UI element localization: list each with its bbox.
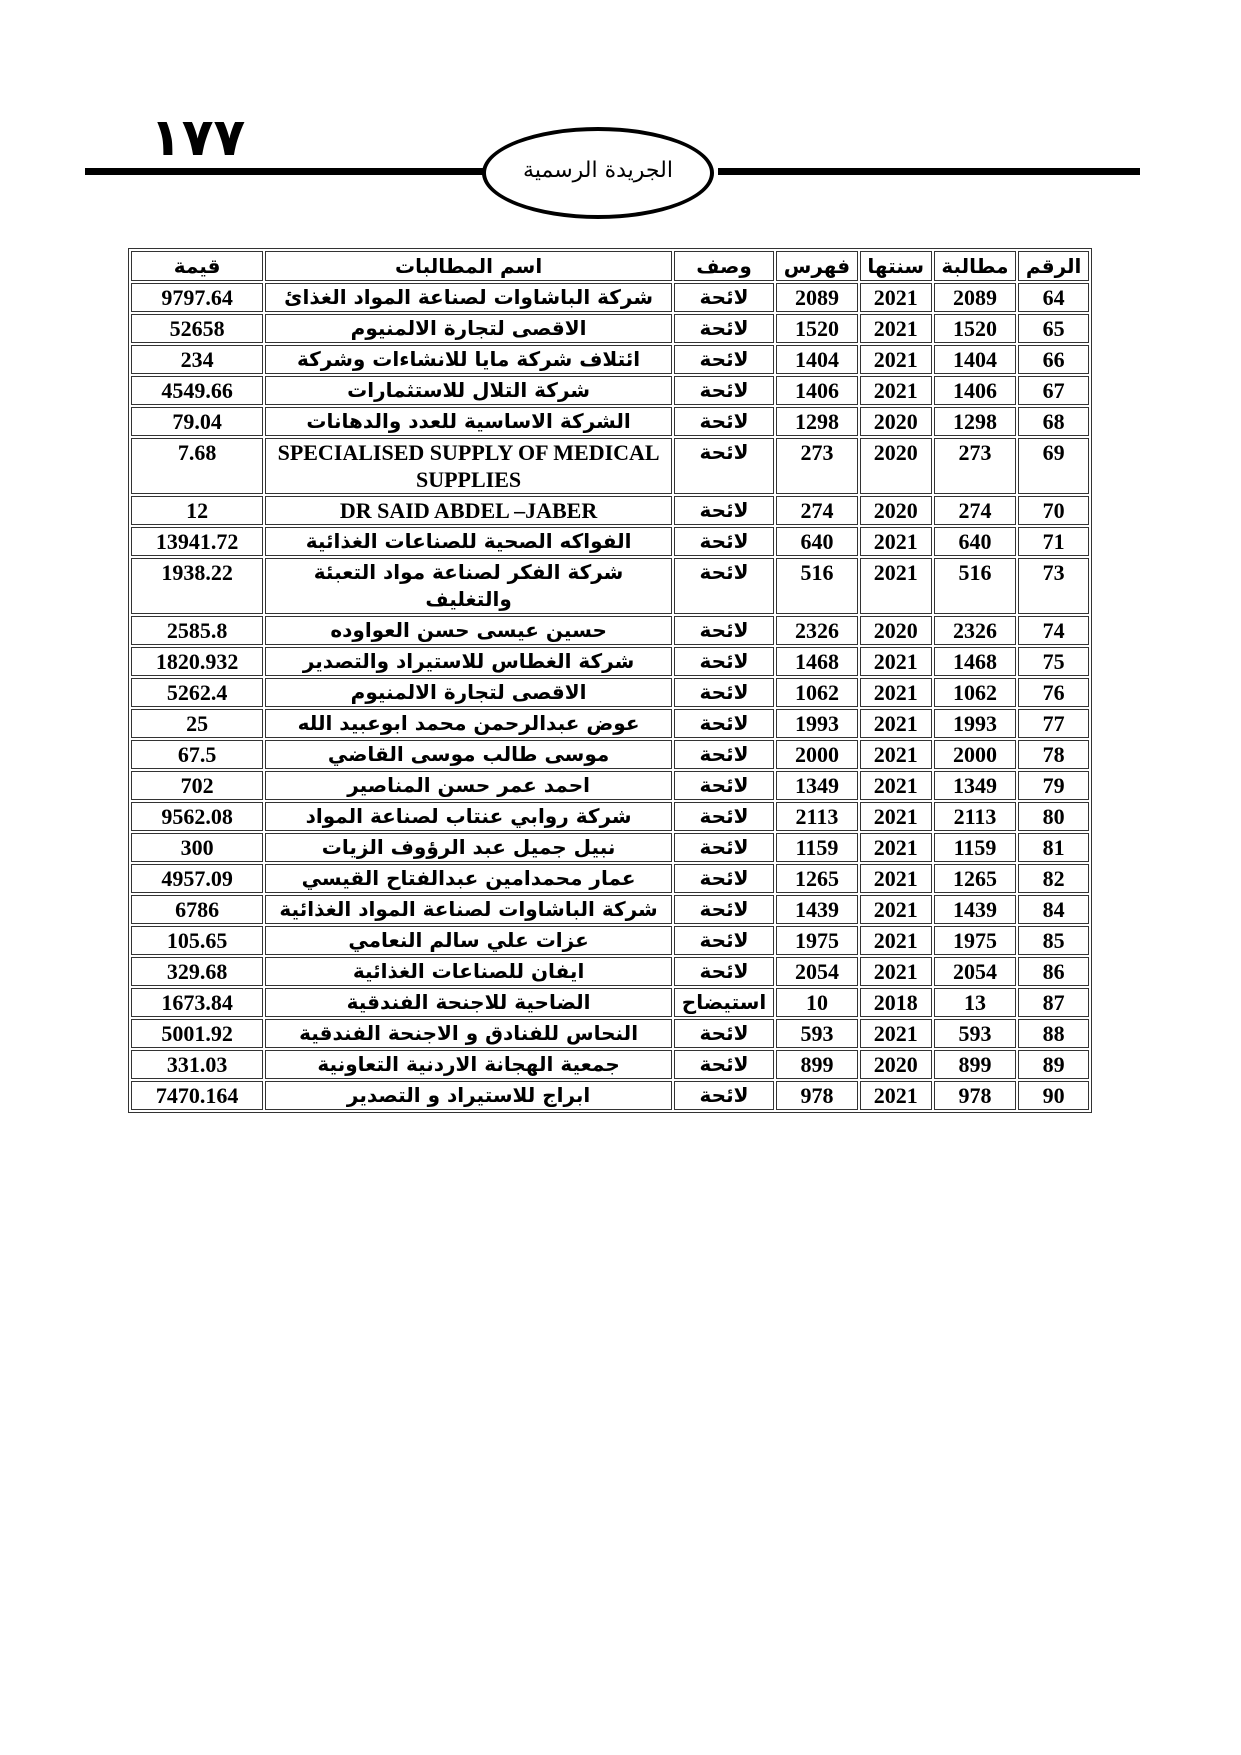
cell-index: 1404	[776, 345, 858, 374]
page-number: ١٧٧	[150, 108, 246, 168]
cell-index: 1468	[776, 647, 858, 676]
cell-description: لائحة	[674, 771, 774, 800]
cell-year: 2021	[860, 678, 932, 707]
cell-claim: 516	[934, 558, 1017, 614]
cell-claim: 1062	[934, 678, 1017, 707]
cell-description: لائحة	[674, 926, 774, 955]
table-row	[131, 558, 1089, 614]
cell-year: 2021	[860, 314, 932, 343]
table-row	[131, 647, 1089, 676]
cell-value: 13941.72	[131, 527, 263, 556]
cell-claimant: الاقصى لتجارة الالمنيوم	[265, 678, 672, 707]
cell-number: 81	[1018, 833, 1089, 862]
cell-claimant: شركة الباشاوات لصناعة المواد الغذائية	[265, 895, 672, 924]
cell-claim: 593	[934, 1019, 1017, 1048]
cell-value: 12	[131, 496, 263, 525]
cell-claim: 2089	[934, 283, 1017, 312]
cell-number: 82	[1018, 864, 1089, 893]
cell-value: 105.65	[131, 926, 263, 955]
header-claimant: اسم المطالبات	[265, 251, 672, 281]
cell-description: لائحة	[674, 283, 774, 312]
cell-number: 80	[1018, 802, 1089, 831]
cell-claim: 1993	[934, 709, 1017, 738]
table-row	[131, 678, 1089, 707]
cell-year: 2021	[860, 895, 932, 924]
cell-number: 71	[1018, 527, 1089, 556]
cell-claim: 1468	[934, 647, 1017, 676]
header-rule-right	[718, 168, 1140, 175]
cell-value: 6786	[131, 895, 263, 924]
cell-claim: 1159	[934, 833, 1017, 862]
cell-claim: 2326	[934, 616, 1017, 645]
cell-number: 78	[1018, 740, 1089, 769]
cell-index: 274	[776, 496, 858, 525]
cell-claimant: شركة الغطاس للاستيراد والتصدير	[265, 647, 672, 676]
table-row	[131, 802, 1089, 831]
cell-value: 52658	[131, 314, 263, 343]
cell-description: لائحة	[674, 678, 774, 707]
table-row	[131, 527, 1089, 556]
cell-year: 2021	[860, 709, 932, 738]
cell-description: لائحة	[674, 647, 774, 676]
cell-year: 2021	[860, 647, 932, 676]
cell-claim: 1404	[934, 345, 1017, 374]
cell-claim: 1520	[934, 314, 1017, 343]
cell-year: 2021	[860, 1019, 932, 1048]
table-row	[131, 496, 1089, 525]
table-row	[131, 740, 1089, 769]
cell-description: لائحة	[674, 1050, 774, 1079]
cell-claim: 2000	[934, 740, 1017, 769]
cell-claimant: ابراج للاستيراد و التصدير	[265, 1081, 672, 1110]
header-description: وصف	[674, 251, 774, 281]
cell-value: 7470.164	[131, 1081, 263, 1110]
header-rule-left	[85, 168, 485, 175]
table-row	[131, 1050, 1089, 1079]
cell-year: 2021	[860, 283, 932, 312]
table-row	[131, 438, 1089, 494]
cell-number: 88	[1018, 1019, 1089, 1048]
table-row	[131, 314, 1089, 343]
cell-claim: 978	[934, 1081, 1017, 1110]
cell-description: استيضاح	[674, 988, 774, 1017]
cell-claim: 13	[934, 988, 1017, 1017]
cell-claimant: الضاحية للاجنحة الفندقية	[265, 988, 672, 1017]
cell-value: 331.03	[131, 1050, 263, 1079]
cell-value: 1820.932	[131, 647, 263, 676]
cell-claim: 1298	[934, 407, 1017, 436]
table-row	[131, 407, 1089, 436]
cell-value: 67.5	[131, 740, 263, 769]
cell-description: لائحة	[674, 957, 774, 986]
cell-number: 79	[1018, 771, 1089, 800]
cell-claim: 1265	[934, 864, 1017, 893]
cell-year: 2020	[860, 496, 932, 525]
cell-index: 1349	[776, 771, 858, 800]
cell-claimant: عزات علي سالم النعامي	[265, 926, 672, 955]
cell-claim: 274	[934, 496, 1017, 525]
cell-index: 1520	[776, 314, 858, 343]
cell-description: لائحة	[674, 558, 774, 614]
cell-value: 4957.09	[131, 864, 263, 893]
cell-claimant: ائتلاف شركة مايا للانشاءات وشركة	[265, 345, 672, 374]
cell-claimant: الشركة الاساسية للعدد والدهانات	[265, 407, 672, 436]
header-value: قيمة	[131, 251, 263, 281]
cell-claimant: SPECIALISED SUPPLY OF MEDICAL SUPPLIES	[265, 438, 672, 494]
cell-claimant: حسين عيسى حسن العواوده	[265, 616, 672, 645]
cell-index: 2089	[776, 283, 858, 312]
table-row	[131, 709, 1089, 738]
table-header-row	[131, 251, 1089, 281]
cell-description: لائحة	[674, 1081, 774, 1110]
cell-index: 10	[776, 988, 858, 1017]
cell-index: 1406	[776, 376, 858, 405]
table-row	[131, 376, 1089, 405]
cell-claimant: احمد عمر حسن المناصير	[265, 771, 672, 800]
cell-number: 70	[1018, 496, 1089, 525]
table-row	[131, 926, 1089, 955]
cell-claim: 1439	[934, 895, 1017, 924]
cell-value: 329.68	[131, 957, 263, 986]
cell-number: 77	[1018, 709, 1089, 738]
cell-index: 640	[776, 527, 858, 556]
cell-index: 593	[776, 1019, 858, 1048]
cell-year: 2021	[860, 527, 932, 556]
cell-description: لائحة	[674, 709, 774, 738]
cell-year: 2020	[860, 1050, 932, 1079]
cell-value: 5262.4	[131, 678, 263, 707]
cell-claimant: عوض عبدالرحمن محمد ابوعبيد الله	[265, 709, 672, 738]
cell-number: 85	[1018, 926, 1089, 955]
cell-year: 2021	[860, 771, 932, 800]
cell-claimant: الاقصى لتجارة الالمنيوم	[265, 314, 672, 343]
cell-number: 69	[1018, 438, 1089, 494]
header-index: فهرس	[776, 251, 858, 281]
header-number: الرقم	[1018, 251, 1089, 281]
cell-index: 1298	[776, 407, 858, 436]
cell-index: 2326	[776, 616, 858, 645]
cell-number: 65	[1018, 314, 1089, 343]
cell-claimant: نبيل جميل عبد الرؤوف الزيات	[265, 833, 672, 862]
cell-value: 79.04	[131, 407, 263, 436]
cell-description: لائحة	[674, 345, 774, 374]
cell-value: 1673.84	[131, 988, 263, 1017]
cell-number: 74	[1018, 616, 1089, 645]
cell-year: 2021	[860, 957, 932, 986]
cell-description: لائحة	[674, 496, 774, 525]
cell-description: لائحة	[674, 376, 774, 405]
cell-year: 2018	[860, 988, 932, 1017]
table-row	[131, 1019, 1089, 1048]
cell-claim: 2113	[934, 802, 1017, 831]
cell-year: 2021	[860, 740, 932, 769]
cell-year: 2021	[860, 376, 932, 405]
cell-claimant: ايفان للصناعات الغذائية	[265, 957, 672, 986]
cell-claimant: عمار محمدامين عبدالفتاح القيسي	[265, 864, 672, 893]
cell-number: 67	[1018, 376, 1089, 405]
cell-index: 2113	[776, 802, 858, 831]
cell-value: 9797.64	[131, 283, 263, 312]
cell-year: 2021	[860, 926, 932, 955]
cell-index: 1439	[776, 895, 858, 924]
cell-index: 1993	[776, 709, 858, 738]
cell-number: 75	[1018, 647, 1089, 676]
cell-year: 2021	[860, 1081, 932, 1110]
cell-index: 516	[776, 558, 858, 614]
cell-value: 25	[131, 709, 263, 738]
cell-claimant: جمعية الهجانة الاردنية التعاونية	[265, 1050, 672, 1079]
cell-index: 899	[776, 1050, 858, 1079]
table-row	[131, 833, 1089, 862]
cell-claim: 640	[934, 527, 1017, 556]
cell-description: لائحة	[674, 802, 774, 831]
cell-number: 86	[1018, 957, 1089, 986]
cell-claimant: شركة الباشاوات لصناعة المواد الغذائ	[265, 283, 672, 312]
cell-number: 68	[1018, 407, 1089, 436]
cell-claimant: شركة روابي عنتاب لصناعة المواد	[265, 802, 672, 831]
cell-number: 90	[1018, 1081, 1089, 1110]
cell-number: 66	[1018, 345, 1089, 374]
cell-index: 273	[776, 438, 858, 494]
cell-claimant: الفواكه الصحية للصناعات الغذائية	[265, 527, 672, 556]
cell-description: لائحة	[674, 527, 774, 556]
cell-description: لائحة	[674, 438, 774, 494]
cell-index: 1975	[776, 926, 858, 955]
cell-year: 2021	[860, 558, 932, 614]
table-row	[131, 895, 1089, 924]
table-row	[131, 988, 1089, 1017]
cell-claim: 2054	[934, 957, 1017, 986]
cell-index: 2000	[776, 740, 858, 769]
table-row	[131, 1081, 1089, 1110]
table-row	[131, 771, 1089, 800]
cell-year: 2020	[860, 438, 932, 494]
cell-year: 2021	[860, 833, 932, 862]
cell-number: 87	[1018, 988, 1089, 1017]
cell-number: 64	[1018, 283, 1089, 312]
cell-description: لائحة	[674, 1019, 774, 1048]
claims-table	[128, 248, 1092, 1113]
cell-value: 7.68	[131, 438, 263, 494]
cell-value: 2585.8	[131, 616, 263, 645]
cell-description: لائحة	[674, 864, 774, 893]
cell-claimant: النحاس للفنادق و الاجنحة الفندقية	[265, 1019, 672, 1048]
header-claim: مطالبة	[934, 251, 1017, 281]
cell-value: 1938.22	[131, 558, 263, 614]
header-year: سنتها	[860, 251, 932, 281]
cell-description: لائحة	[674, 895, 774, 924]
cell-claim: 1406	[934, 376, 1017, 405]
cell-year: 2021	[860, 864, 932, 893]
cell-index: 2054	[776, 957, 858, 986]
table-row	[131, 283, 1089, 312]
cell-number: 73	[1018, 558, 1089, 614]
cell-number: 76	[1018, 678, 1089, 707]
cell-description: لائحة	[674, 740, 774, 769]
cell-claim: 1349	[934, 771, 1017, 800]
cell-claimant: شركة الفكر لصناعة مواد التعبئة والتغليف	[265, 558, 672, 614]
table-row	[131, 957, 1089, 986]
cell-value: 9562.08	[131, 802, 263, 831]
table-row	[131, 864, 1089, 893]
cell-description: لائحة	[674, 314, 774, 343]
table-row	[131, 345, 1089, 374]
cell-year: 2021	[860, 345, 932, 374]
cell-claimant: DR SAID ABDEL –JABER	[265, 496, 672, 525]
cell-year: 2021	[860, 802, 932, 831]
cell-claim: 273	[934, 438, 1017, 494]
table-row	[131, 616, 1089, 645]
cell-index: 1159	[776, 833, 858, 862]
cell-claimant: موسى طالب موسى القاضي	[265, 740, 672, 769]
cell-claim: 1975	[934, 926, 1017, 955]
cell-value: 234	[131, 345, 263, 374]
cell-value: 4549.66	[131, 376, 263, 405]
cell-description: لائحة	[674, 616, 774, 645]
cell-year: 2020	[860, 407, 932, 436]
cell-description: لائحة	[674, 833, 774, 862]
cell-claim: 899	[934, 1050, 1017, 1079]
cell-claimant: شركة التلال للاستثمارات	[265, 376, 672, 405]
cell-number: 84	[1018, 895, 1089, 924]
cell-number: 89	[1018, 1050, 1089, 1079]
cell-description: لائحة	[674, 407, 774, 436]
cell-index: 1265	[776, 864, 858, 893]
cell-value: 702	[131, 771, 263, 800]
gazette-title: الجريدة الرسمية	[523, 158, 673, 183]
cell-index: 978	[776, 1081, 858, 1110]
cell-index: 1062	[776, 678, 858, 707]
cell-value: 300	[131, 833, 263, 862]
cell-year: 2020	[860, 616, 932, 645]
cell-value: 5001.92	[131, 1019, 263, 1048]
